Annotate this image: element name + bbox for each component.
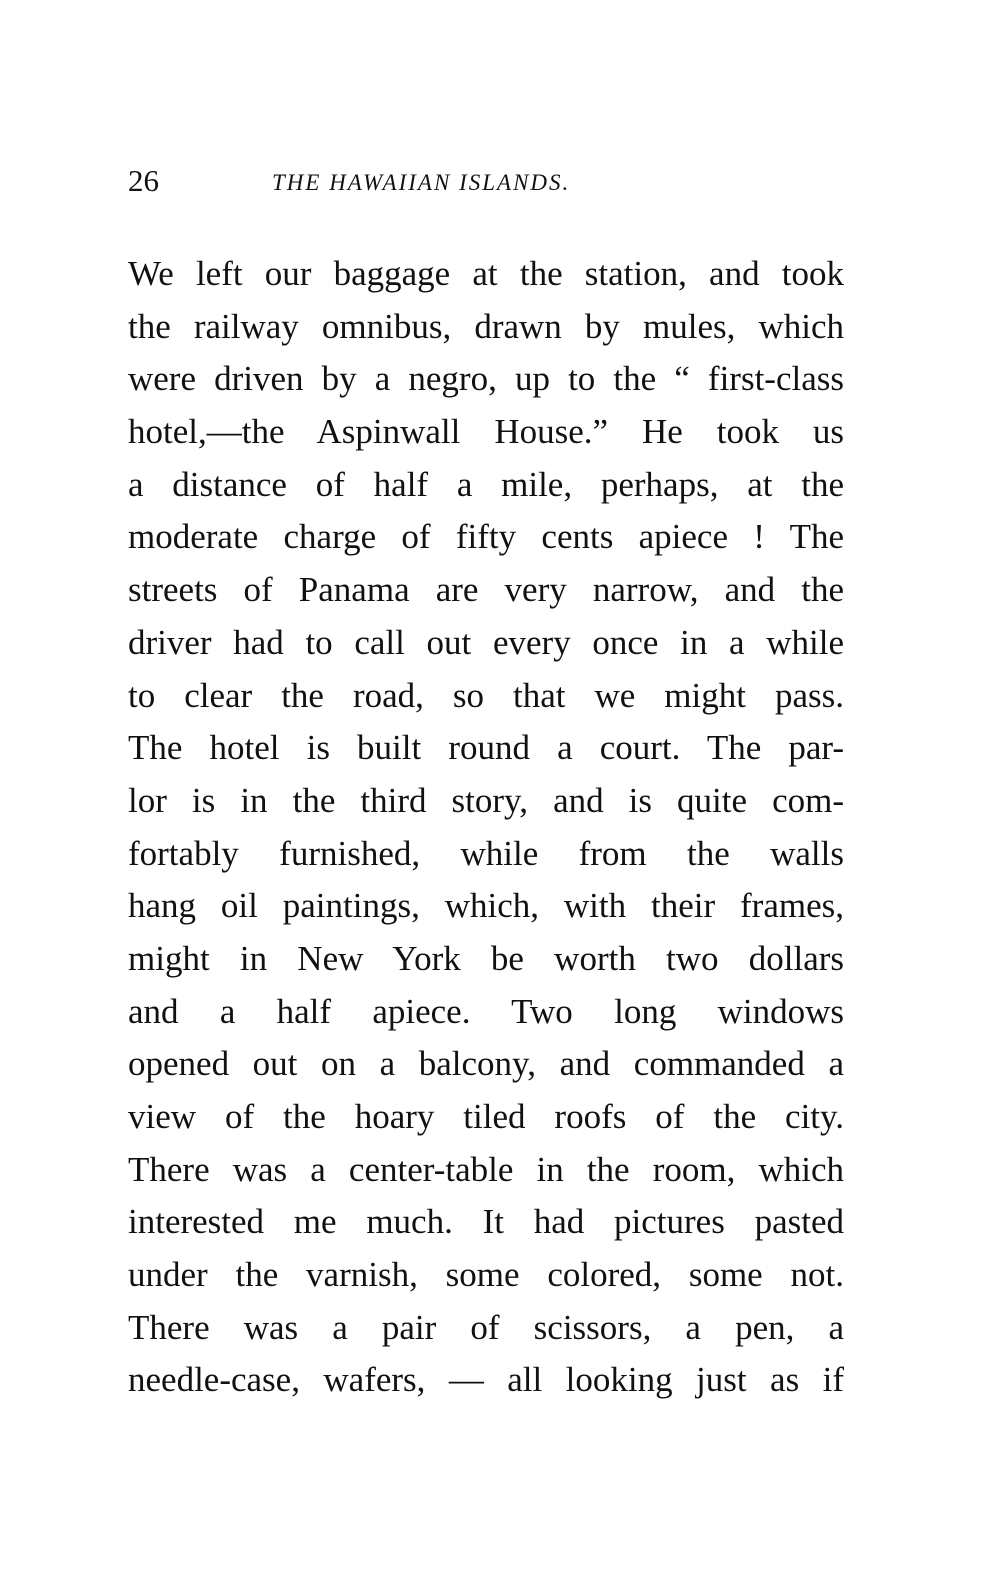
text-line: were driven by a negro, up to the “ first-class — [128, 359, 844, 399]
text-line: hang oil paintings, which, with their frames, — [128, 886, 844, 926]
text-line: fortably furnished, while from the walls — [128, 833, 844, 873]
text-line: moderate charge of fifty cents apiece ! The — [128, 517, 844, 557]
text-line: needle-case, wafers, — all looking just as if — [128, 1360, 844, 1400]
text-line: and a half apiece. Two long windows — [128, 991, 844, 1031]
text-line: might in New York be worth two dollars — [128, 938, 844, 978]
text-line: the railway omnibus, drawn by mules, which — [128, 306, 844, 346]
body-text — [128, 248, 844, 1407]
text-line: under the varnish, some colored, some not. — [128, 1255, 844, 1295]
text-line: opened out on a balcony, and commanded a — [128, 1044, 844, 1084]
text-line: interested me much. It had pictures pasted — [128, 1202, 844, 1242]
text-line: There was a center-table in the room, which — [128, 1149, 844, 1189]
text-line: hotel,—the Aspinwall House.” He took us — [128, 412, 844, 452]
running-head: THE HAWAIIAN ISLANDS. — [272, 170, 571, 195]
text-line: We left our baggage at the station, and took — [128, 254, 844, 293]
text-line: lor is in the third story, and is quite com- — [128, 780, 844, 820]
text-line: view of the hoary tiled roofs of the city. — [128, 1097, 844, 1136]
text-line: There was a pair of scissors, a pen, a — [128, 1307, 844, 1347]
page-number: 26 — [128, 163, 159, 198]
text-line: streets of Panama are very narrow, and the — [128, 570, 844, 610]
text-line: a distance of half a mile, perhaps, at the — [128, 464, 844, 504]
text-line: driver had to call out every once in a while — [128, 622, 844, 662]
text-line: The hotel is built round a court. The par- — [128, 728, 844, 768]
text-line: to clear the road, so that we might pass. — [128, 675, 844, 715]
page-header — [128, 161, 848, 205]
